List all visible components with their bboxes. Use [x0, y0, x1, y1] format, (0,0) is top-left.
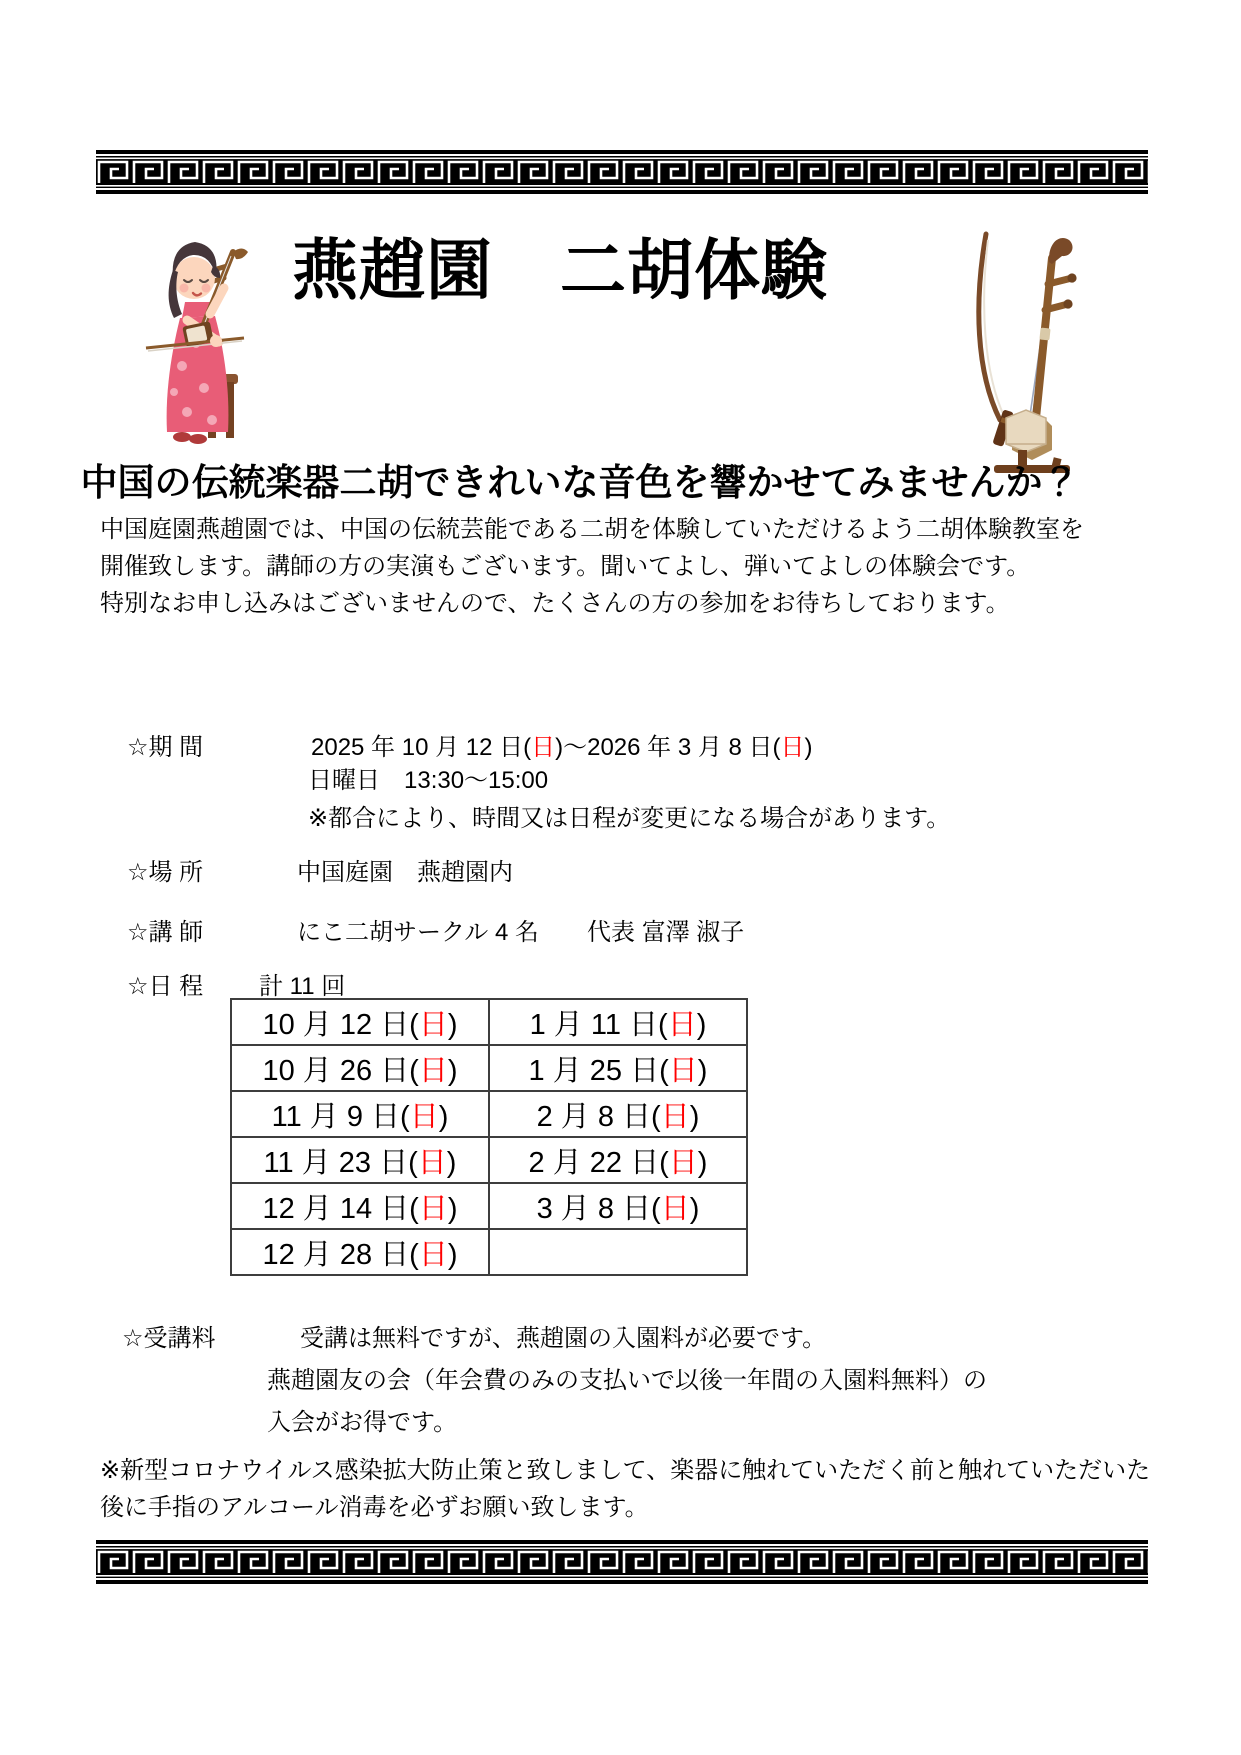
schedule-cell: [231, 1045, 489, 1091]
covid-note: [100, 1452, 1150, 1526]
text-run: 2 月 22 日(: [528, 1146, 669, 1179]
greek-key-meander-icon: [96, 1546, 1148, 1578]
greek-key-border-bottom: [96, 1540, 1148, 1584]
text-run: ): [804, 734, 813, 761]
intro-line: 特別なお申し込みはございませんので、たくさんの方の参加をお待ちしております。: [100, 590, 1010, 617]
schedule-row: [231, 1137, 747, 1183]
sunday-marker: 日: [668, 1146, 698, 1179]
sunday-marker: 日: [660, 1192, 690, 1225]
period-label: ☆期 間: [127, 734, 204, 761]
subtitle: 中国の伝統楽器二胡できれいな音色を響かせてみませんか？: [80, 460, 1080, 504]
text-run: ): [438, 1100, 449, 1133]
greek-key-border-top: [96, 150, 1148, 194]
schedule-row: [231, 1183, 747, 1229]
text-run: 10 月 26 日(: [262, 1054, 419, 1087]
schedule-cell: [489, 999, 747, 1045]
schedule-label: ☆日 程: [127, 973, 204, 1000]
period-date-range: [311, 734, 813, 761]
section-fee: [122, 1318, 987, 1444]
schedule-cell: [489, 1183, 747, 1229]
fee-line2: 燕趙園友の会（年会費のみの支払いで以後一年間の入園料無料）の: [267, 1367, 987, 1394]
place-value: 中国庭園 燕趙園内: [297, 859, 513, 886]
sunday-marker: 日: [660, 1100, 690, 1133]
sunday-marker: 日: [668, 1054, 698, 1087]
period-time: 日曜日 13:30～15:00: [308, 767, 549, 794]
schedule-row: [231, 1091, 747, 1137]
schedule-count: 計 11 回: [259, 973, 346, 1000]
covid-note-line: ※新型コロナウイルス感染拡大防止策と致しまして、楽器に触れていただく前と触れていただいた: [100, 1457, 1151, 1484]
fee-row: [122, 1318, 987, 1360]
text-run: 1 月 11 日(: [529, 1008, 668, 1041]
text-run: )～2026 年 3 月 8 日(: [555, 734, 781, 761]
text-run: ): [447, 1008, 458, 1041]
page-title: 燕趙園 二胡体験: [292, 233, 828, 307]
fee-line3: 入会がお得です。: [267, 1409, 458, 1436]
schedule-cell: [231, 1137, 489, 1183]
sunday-marker: 日: [418, 1192, 448, 1225]
intro-line: 開催致します。講師の方の実演もございます。聞いてよし、弾いてよしの体験会です。: [100, 553, 1031, 580]
section-place: [127, 852, 513, 887]
schedule-cell: [231, 1091, 489, 1137]
schedule-cell: [489, 1045, 747, 1091]
sunday-marker: 日: [418, 1008, 448, 1041]
teacher-label: ☆講 師: [127, 919, 204, 946]
schedule-table-body: [231, 999, 747, 1275]
section-period: [127, 727, 950, 838]
schedule-cell: [231, 1183, 489, 1229]
sunday-marker: 日: [418, 1238, 448, 1271]
schedule-cell: [489, 1229, 747, 1275]
text-run: ): [447, 1192, 458, 1225]
schedule-cell: [489, 1137, 747, 1183]
sunday-marker: 日: [409, 1100, 439, 1133]
schedule-row: [231, 999, 747, 1045]
text-run: 11 月 23 日(: [263, 1146, 418, 1179]
section-schedule-heading: [127, 966, 345, 1001]
text-run: 2025 年 10 月 12 日(: [311, 734, 532, 761]
place-label: ☆場 所: [127, 859, 204, 886]
text-run: ): [447, 1238, 458, 1271]
text-run: 10 月 12 日(: [262, 1008, 419, 1041]
text-run: ): [689, 1192, 700, 1225]
text-run: 3 月 8 日(: [536, 1192, 661, 1225]
schedule-table: [230, 998, 748, 1276]
text-run: 1 月 25 日(: [528, 1054, 669, 1087]
period-dates-row: [127, 727, 950, 762]
border-rule: [96, 190, 1148, 194]
teacher-value: にこ二胡サークル 4 名 代表 富澤 淑子: [297, 919, 745, 946]
text-run: ): [697, 1146, 708, 1179]
intro-paragraph: [100, 511, 1084, 622]
sunday-marker: 日: [531, 734, 556, 761]
schedule-cell: [231, 999, 489, 1045]
schedule-row: [231, 1229, 747, 1275]
period-note: ※都合により、時間又は日程が変更になる場合があります。: [308, 805, 951, 832]
intro-line: 中国庭園燕趙園では、中国の伝統芸能である二胡を体験していただけるよう二胡体験教室を: [100, 516, 1084, 543]
sunday-marker: 日: [780, 734, 805, 761]
sunday-marker: 日: [418, 1054, 448, 1087]
fee-line1: 受講は無料ですが、燕趙園の入園料が必要です。: [300, 1325, 827, 1352]
text-run: ): [446, 1146, 457, 1179]
section-teacher: [127, 912, 744, 947]
text-run: ): [696, 1008, 707, 1041]
sunday-marker: 日: [417, 1146, 447, 1179]
border-rule: [96, 1580, 1148, 1584]
schedule-row: [231, 1045, 747, 1091]
text-run: ): [689, 1100, 700, 1133]
sunday-marker: 日: [667, 1008, 697, 1041]
text-run: 12 月 28 日(: [262, 1238, 419, 1271]
schedule-cell: [489, 1091, 747, 1137]
greek-key-meander-icon: [96, 156, 1148, 188]
text-run: 2 月 8 日(: [536, 1100, 661, 1133]
schedule-cell: [231, 1229, 489, 1275]
covid-note-line: 後に手指のアルコール消毒を必ずお願い致します。: [100, 1494, 649, 1521]
text-run: 11 月 9 日(: [271, 1100, 410, 1133]
fee-label: ☆受講料: [122, 1325, 216, 1352]
text-run: ): [447, 1054, 458, 1087]
text-run: ): [697, 1054, 708, 1087]
text-run: 12 月 14 日(: [262, 1192, 419, 1225]
